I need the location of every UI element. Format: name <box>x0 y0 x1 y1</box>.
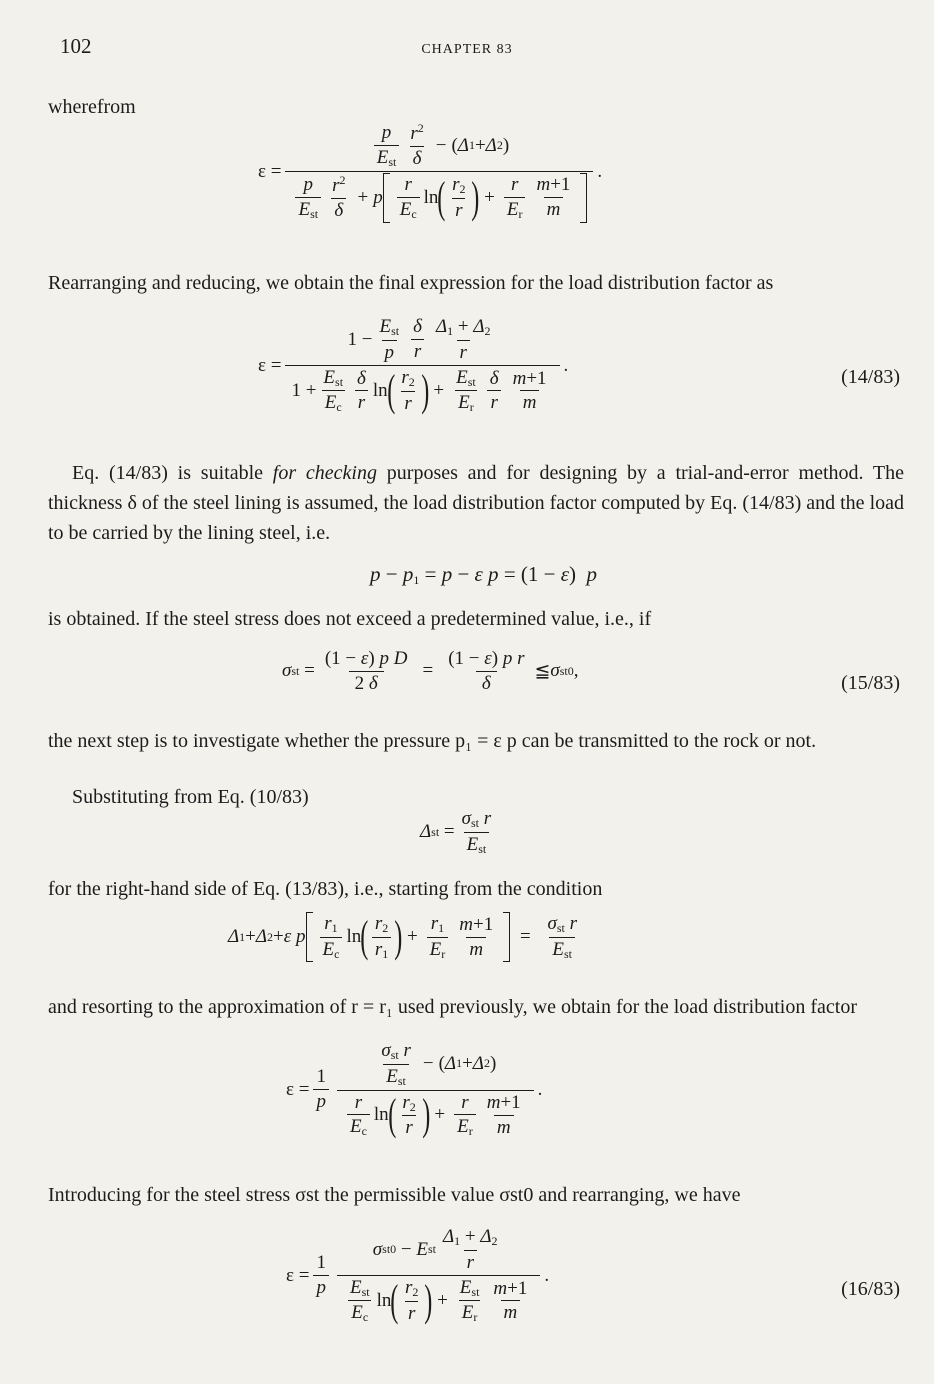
text-span: Eq. (14/83) is suitable <box>72 462 273 484</box>
paragraph-approximation: and resorting to the approximation of r = r₁ used previously, we obtain for the load distribution factor <box>48 996 857 1018</box>
page-number: 102 <box>60 34 92 58</box>
text-span: purposes and for designing by a trial-and-error method. The thickness δ of the steel lining is assumed, the load distribution factor computed by Eq. (14/83) and the load to be carried by the lining steel, i.e. <box>48 462 905 544</box>
paragraph-eq14-usage <box>48 458 904 548</box>
equation-load-on-steel: $p - p_1 = p - \varepsilon$ p = (1 − ε) p <box>370 562 598 587</box>
equation-14: ε = 1 − $\frac{E_{st}}{p}$ $\frac{\delta}{r}$ $\frac{\Delta_1 + \Delta_2}{r}$ 1 + $\frac{E_{st}}{E_c}$ $\frac{\delta}{r}$ ln ( $\frac{r_2}{r}$ ) + $\frac{E_{st}}{E_r}$ $\frac{\delta}{r}$ $\frac{m+1}{m}$ . <box>258 316 569 415</box>
paragraph-steel-stress: is obtained. If the steel stress does not exceed a predetermined value, i.e., if <box>48 608 652 630</box>
paragraph-rearranging: Rearranging and reducing, we obtain the final expression for the load distribution factor as <box>48 272 774 294</box>
running-head: CHAPTER 83 <box>421 42 513 57</box>
equation-15: σ st = $\frac{\text{(1 − ε) p D}}{2 \delta}$ = $\frac{\text{(1 − ε) p r}}{\delta}$ ≦ σ st0 , <box>282 648 579 694</box>
equation-number-15: (15/83) <box>841 672 900 694</box>
equation-delta-st: Δ st = $\frac{\sigma_{st} r}{E_{st}}$ <box>420 808 492 856</box>
equation-epsilon-a: ε = $\frac{p}{E_{st}}$ $\frac{r^2}{\delta}$ − ( Δ 1 + Δ 2 ) $\frac{p}{E_{st}}$ $\frac{r^2}{\delta}$ + p $\frac{r}{E_c}$ ln ( $\frac{r_2}{r}$ ) + $\frac{r}{E_r}$ $\frac{m+1}{m}$ . <box>258 121 603 222</box>
paragraph-wherefrom: wherefrom <box>48 96 136 118</box>
text-span: Substituting from Eq. (10/83) <box>72 786 309 808</box>
paragraph-next-step: the next step is to investigate whether the pressure p₁ = ε p can be transmitted to the rock or not. <box>48 730 817 752</box>
equation-16: ε = $\frac{1}{p}$ σ st0 − E st $\frac{\Delta_1 + \Delta_2}{r}$ $\frac{E_{st}}{E_c}$ ln ( $\frac{r_2}{r}$ ) + $\frac{E_{st}}{E_r}$ $\frac{m+1}{m}$ . <box>286 1226 550 1325</box>
paragraph-right-hand-side: for the right-hand side of Eq. (13/83), i.e., starting from the condition <box>48 878 603 900</box>
equation-condition: Δ 1 + Δ 2 + ε p $\frac{r_1}{E_c}$ ln ( $\frac{r_2}{r_1}$ ) + $\frac{r_1}{E_r}$ $\frac{m+1}{m}$ = $\frac{\sigma_{st} r}{E_{st}}$ <box>228 912 577 961</box>
emphasis-text: for checking <box>272 462 377 484</box>
equation-number-14: (14/83) <box>841 366 900 388</box>
equation-number-16: (16/83) <box>841 1278 900 1300</box>
paragraph-introducing: Introducing for the steel stress σst the permissible value σst0 and rearranging, we have <box>48 1184 741 1206</box>
equation-epsilon-b: ε = $\frac{1}{p}$ $\frac{\sigma_{st} r}{E_{st}}$ − ( Δ 1 + Δ 2 ) $\frac{r}{E_c}$ ln ( $\frac{r_2}{r}$ ) + $\frac{r}{E_r}$ $\frac{m+1}{m}$ . <box>286 1040 543 1140</box>
